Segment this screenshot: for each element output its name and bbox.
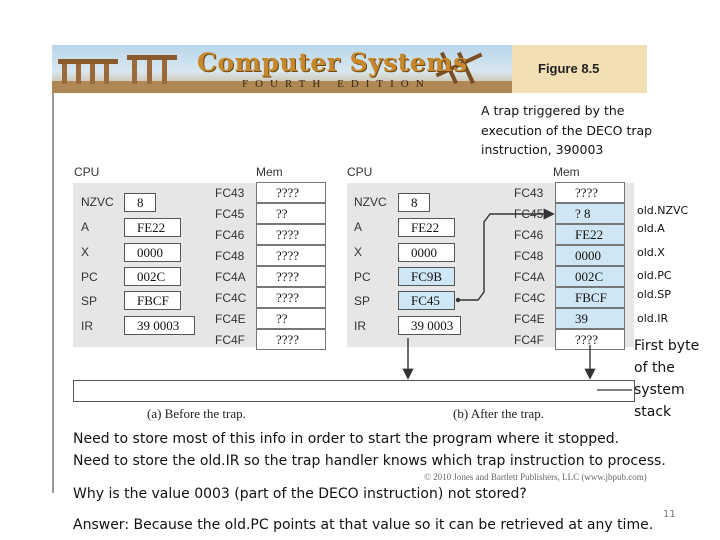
reg-a-after: FE22 (398, 218, 455, 237)
label-old-a: old.A (637, 222, 665, 235)
reg-x-after: 0000 (398, 243, 455, 262)
mem-addr: FC4E (514, 312, 545, 326)
mem-addr: FC45 (514, 207, 544, 221)
reg-a-before: FE22 (124, 218, 181, 237)
reg-pc-before: 002C (124, 267, 181, 286)
reg-name-sp: SP (354, 294, 371, 308)
mem-cell-after: ???? (555, 182, 625, 203)
reg-name-pc: PC (81, 270, 98, 284)
reg-sp-after: FC45 (398, 291, 455, 310)
reg-name-ir: IR (81, 319, 93, 333)
label-old-nzvc: old.NZVC (637, 204, 689, 217)
mem-cell-before: ???? (256, 182, 326, 203)
mem-addr: FC48 (514, 249, 544, 263)
reg-x-before: 0000 (124, 243, 181, 262)
mem-cell-before: ?? (256, 308, 326, 329)
mem-addr: FC4C (215, 291, 247, 305)
mem-addr: FC4A (514, 270, 545, 284)
reg-name-sp: SP (81, 294, 98, 308)
mem-cell-before: ???? (256, 287, 326, 308)
reg-name-x: X (81, 245, 90, 259)
mem-cell-before: ???? (256, 329, 326, 350)
mem-cell-before: ???? (256, 245, 326, 266)
label-old-ir: old.IR (637, 312, 669, 325)
question-text: Why is the value 0003 (part of the DECO instruction) not stored? (73, 486, 527, 502)
mem-cell-after: 002C (555, 266, 625, 287)
mem-addr: FC48 (215, 249, 245, 263)
page-number: 11 (663, 509, 676, 520)
label-old-x: old.X (637, 246, 665, 259)
reg-name-pc: PC (354, 270, 371, 284)
mem-addr: FC4E (215, 312, 246, 326)
mem-addr: FC43 (514, 186, 544, 200)
note-line-2: Need to store the old.IR so the trap handler knows which trap instruction to process. (73, 453, 666, 469)
note-line-1: Need to store most of this info in order to start the program where it stopped. (73, 431, 620, 447)
copyright: © 2010 Jones and Bartlett Publishers, LLC (www.jbpub.com) (424, 472, 647, 482)
mem-addr: FC4C (514, 291, 546, 305)
mem-cell-after: 0000 (555, 245, 625, 266)
reg-name-x: X (354, 245, 363, 259)
label-old-sp: old.SP (637, 288, 671, 301)
reg-ir-after: 39 0003 (398, 316, 461, 335)
reg-sp-before: FBCF (124, 291, 181, 310)
mem-cell-after: ???? (555, 329, 625, 350)
stack-note: First byte of the system stack (634, 338, 700, 420)
reg-pc-after: FC9B (398, 267, 455, 286)
caption-before: (a) Before the trap. (147, 406, 246, 421)
sp-arrow (458, 214, 552, 300)
answer-text: Answer: Because the old.PC points at that value so it can be retrieved at any time. (73, 517, 654, 533)
mem-cell-after: FBCF (555, 287, 625, 308)
reg-name-a: A (81, 220, 90, 234)
mem-addr: FC4F (215, 333, 245, 347)
cpu-label-before: CPU (74, 165, 100, 179)
mem-addr: FC46 (514, 228, 544, 242)
mem-cell-before: ?? (256, 203, 326, 224)
reg-name-nzvc: NZVC (81, 195, 114, 209)
caption-after: (b) After the trap. (453, 406, 544, 421)
book-title: Computer Systems (197, 48, 468, 77)
figure-number: Figure 8.5 (538, 61, 600, 76)
reg-name-ir: IR (354, 319, 366, 333)
reg-ir-before: 39 0003 (124, 316, 195, 335)
mem-label-after: Mem (553, 165, 580, 179)
mem-addr: FC4A (215, 270, 246, 284)
reg-name-a: A (354, 220, 363, 234)
reg-name-nzvc: NZVC (354, 195, 387, 209)
mem-addr: FC46 (215, 228, 245, 242)
label-old-pc: old.PC (637, 269, 672, 282)
mem-addr: FC43 (215, 186, 245, 200)
mem-cell-after: ? 8 (555, 203, 625, 224)
reg-nzvc-before: 8 (124, 193, 156, 212)
book-edition: FOURTH EDITION (242, 78, 431, 90)
mem-addr: FC4F (514, 333, 544, 347)
cpu-label-after: CPU (347, 165, 373, 179)
mem-cell-after: FE22 (555, 224, 625, 245)
mem-label-before: Mem (256, 165, 283, 179)
mem-cell-after: 39 (555, 308, 625, 329)
figure-caption: A trap triggered by the execution of the DECO trap instruction, 390003 (481, 103, 653, 157)
mem-addr: FC45 (215, 207, 245, 221)
mem-cell-before: ???? (256, 266, 326, 287)
mem-cell-before: ???? (256, 224, 326, 245)
reg-nzvc-after: 8 (398, 193, 430, 212)
